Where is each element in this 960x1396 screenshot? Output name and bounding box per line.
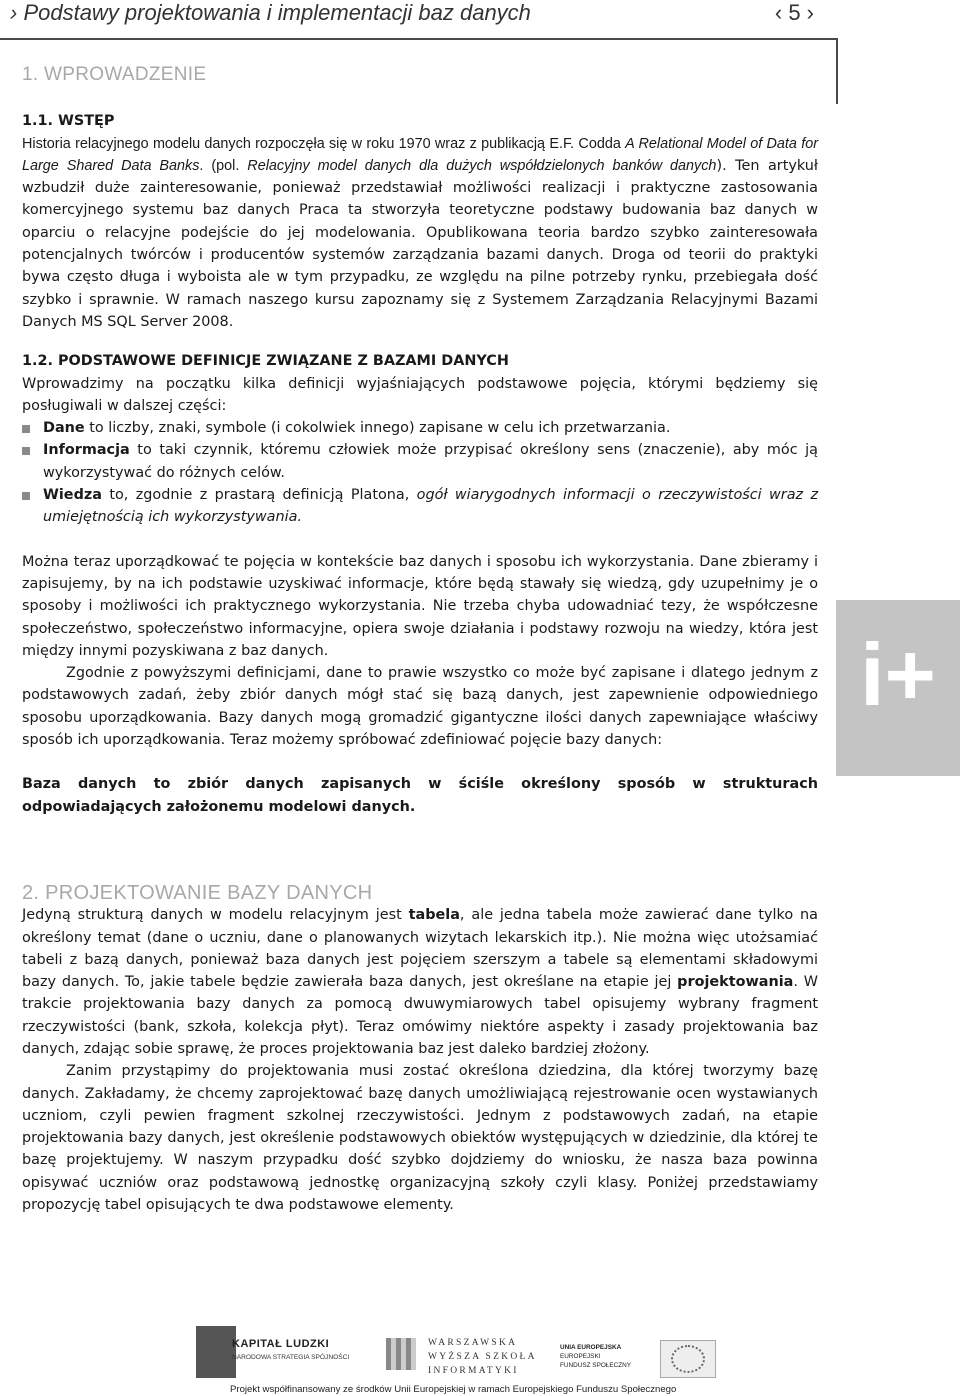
list-item (22, 484, 818, 529)
paragraph-context: Można teraz uporządkować te pojęcia w kontekście baz danych i sposobu ich wykorzystania. Dane zbieramy i zapisujemy, by na ich podstawie uzyskiwać informacje, które będą stawały się wiedzą, gdy uzupełnimy je o sposoby i możliwości ich praktycznego wykorzystania. Nie trzeba chyba udowadniać tezy, że współczesne społeczeństwo, społeczeństwo informacyjne, opiera swoje działania i podstawy rozwoju na wiedzy, która jest między innymi pozyskiwana z baz danych. (22, 553, 818, 659)
eu-flag-icon (660, 1340, 716, 1378)
eu-stars-icon (671, 1345, 705, 1373)
section-2-paragraph-1 (22, 904, 818, 1060)
running-header (0, 0, 836, 40)
intro-article-title-pl: Relacyjny model danych dla dużych współdzielonych banków danych (247, 157, 717, 174)
intro-article-title: A Relational Model of Data for Large Shared Data Banks (22, 135, 818, 174)
s2-text-e: . W trakcie projektowania bazy danych za pomocą dwuwymiarowych tabel opisujemy wybrany fragment rzeczywistości (bank, szkoła, kolekcja płyt). Teraz omówimy niektóre aspekty i zasady projektowania baz danych, zdając sobie sprawę, że proces projektowania baz jest daleko bardziej złożony. (22, 974, 818, 1057)
intro-paragraph (22, 133, 818, 334)
intro-text-e: ). Ten artykuł wzbudził duże zainteresowanie, ponieważ przedstawiał możliwości realizacji i praktyczne zastosowania komercyjnego systemu baz danych Praca ta stworzyła teoretyczne podstawy budowania baz danych w oparciu o relacyjne podejście do jej modelowania. Opublikowana teoria bardzo szybko zainteresowała potencjalnych twórców i producentów systemów zarządzania bazami danych. Droga od teorii do praktyki bywa często długa i wyboista ale w tym przypadku, ze względu na pilne potrzeby rynku, przebiegała dość szybko i sprawnie. W ramach naszego kursu zapoznamy się z Systemem Zarządzania Relacyjnymi Bazami Danych MS SQL Server 2008. (22, 157, 818, 330)
section-1-title: 1. WPROWADZENIE (22, 64, 207, 85)
header-title: › Podstawy projektowania i implementacji baz danych (10, 0, 531, 25)
database-definition: Baza danych to zbiór danych zapisanych w ściśle określony sposób w strukturach odpowiadających założonemu modelowi danych. (22, 776, 818, 815)
side-tab-i-plus: i+ (836, 600, 960, 776)
s2-text-c: , ale jedna tabela może zawierać dane tylko na określony temat (dane o uczniu, dane o planowanych wizytach lekarskich itp.). Nie można więc utożsamiać tabeli z bazą danych, ponieważ baza danych jest pojęciem szerszym a tabele są elementami składowymi bazy danych. To, jakie tabele będzie zawierała baza danych, jest określane na etapie jej (22, 907, 818, 991)
intro-text-c: . (pol. (199, 157, 248, 174)
wwsi-line-2: WYŻSZA SZKOŁA (428, 1352, 537, 1362)
header-rule (836, 38, 838, 104)
definitions-intro: Wprowadzimy na początku kilka definicji wyjaśniających podstawowe pojęcia, którymi będziemy się posługiwali w dalszej części: (22, 375, 818, 414)
footer (0, 1326, 960, 1396)
subsection-1-1-title: 1.1. WSTĘP (22, 113, 115, 130)
kapital-ludzki-logo-icon (196, 1326, 236, 1378)
definitions-list (22, 417, 818, 528)
def-text-informacja: to taki czynnik, któremu człowiek może przypisać określony sens (znaczenie), aby móc ją wykorzystywać do różnych celów. (43, 442, 818, 481)
page-number: ‹ 5 › (774, 0, 814, 25)
subsection-1-2-title: 1.2. PODSTAWOWE DEFINICJE ZWIĄZANE Z BAZAMI DANYCH (22, 353, 509, 370)
kapital-ludzki-subtitle: NARODOWA STRATEGIA SPÓJNOŚCI (232, 1354, 350, 1361)
wwsi-logo-icon (386, 1338, 416, 1370)
def-term-informacja: Informacja (43, 442, 130, 459)
list-item (22, 417, 818, 439)
intro-text-a: Historia relacyjnego modelu danych rozpoczęła się w roku 1970 wraz z publikacją E.F. Codda (22, 135, 626, 152)
list-item (22, 439, 818, 484)
eu-line-3: FUNDUSZ SPOŁECZNY (560, 1362, 632, 1369)
eu-line-1: UNIA EUROPEJSKA (560, 1344, 622, 1351)
s2-term-projektowania: projektowania (677, 974, 794, 991)
page-content (22, 64, 818, 1216)
s2-text-a: Jedyną strukturą danych w modelu relacyjnym jest (22, 907, 409, 924)
def-quote-wiedza: ogół wiarygodnych informacji o rzeczywistości wraz z umiejętnością ich wykorzystywania. (43, 487, 819, 526)
funding-note: Projekt współfinansowany ze środków Unii Europejskiej w ramach Europejskiego Funduszu Społecznego (230, 1384, 677, 1395)
section-2-paragraph-2: Zanim przystąpimy do projektowania musi zostać określona dziedzina, dla której tworzymy bazę danych. Zakładamy, że chcemy zaprojektować bazę danych umożliwiającą rejestrowanie ocen wystawianych uczniom, czyli pewien fragment szkolnej rzeczywistości. Jednym z podstawowych zadań, na etapie projektowania bazy danych, jest określenie podstawowych obiektów występujących w dziedzinie, dla której te bazę projektujemy. W naszym przypadku dość szybko dojdziemy do wniosku, że nasza baza powinna opisywać uczniów oraz podstawową jednostkę organizacyjną szkoły czyli klasy. Poniżej przedstawiamy propozycję tabel opisujących te dwa podstawowe elementy. (22, 1063, 818, 1214)
section-2-title: 2. PROJEKTOWANIE BAZY DANYCH (22, 881, 373, 904)
s2-term-tabela: tabela (408, 907, 460, 924)
def-term-wiedza: Wiedza (43, 487, 102, 504)
eu-line-2: EUROPEJSKI (560, 1353, 601, 1360)
def-text-dane: to liczby, znaki, symbole (i cokolwiek innego) zapisane w celu ich przetwarzania. (84, 420, 671, 437)
def-term-dane: Dane (43, 420, 85, 437)
wwsi-line-1: WARSZAWSKA (428, 1338, 518, 1348)
kapital-ludzki-name: KAPITAŁ LUDZKI (232, 1338, 330, 1350)
def-text-wiedza: to, zgodnie z prastarą definicją Platona, (101, 487, 417, 504)
paragraph-definitions: Zgodnie z powyższymi definicjami, dane to prawie wszystko co może być zapisane i dlatego jednym z podstawowych zadań, żeby zbiór danych mógł stać się bazą danych, jest zapewnienie odpowiedniego sposobu uporządkowania. Bazy danych mogą gromadzić gigantyczne ilości danych zapewniające właściwy sposób ich uporządkowania. Teraz możemy spróbować zdefiniować pojęcie bazy danych: (22, 665, 818, 749)
wwsi-line-3: INFORMATYKI (428, 1366, 519, 1376)
